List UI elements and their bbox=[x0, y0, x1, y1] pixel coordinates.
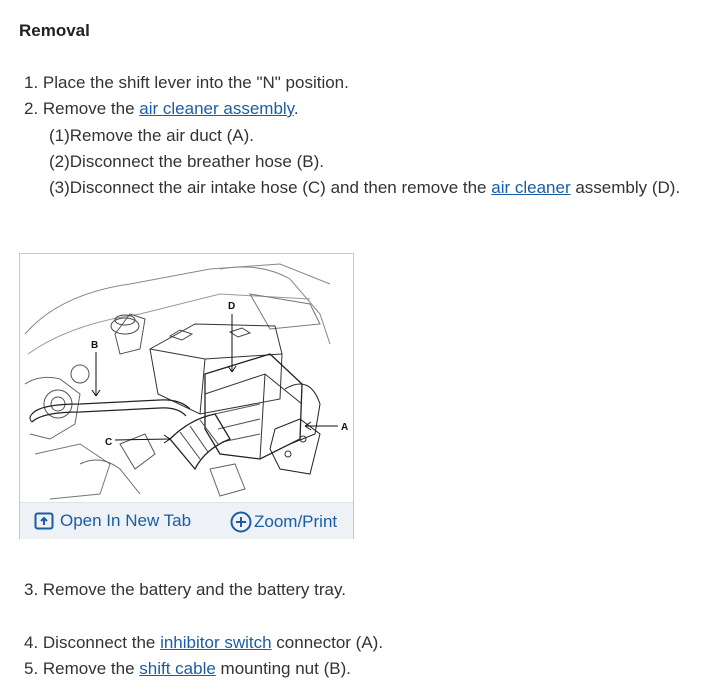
open-in-new-tab-label: Open In New Tab bbox=[60, 511, 192, 530]
label-c: C bbox=[105, 437, 113, 448]
step-4 bbox=[24, 633, 383, 653]
open-external-icon bbox=[34, 512, 54, 530]
open-in-new-tab-button[interactable] bbox=[34, 511, 191, 531]
step-1: 1. Place the shift lever into the "N" position. bbox=[24, 73, 349, 92]
label-d: D bbox=[228, 301, 236, 312]
step-4-text: 4. Disconnect the bbox=[24, 633, 161, 652]
step-2-3 bbox=[49, 178, 680, 198]
step-4-end: connector (A). bbox=[271, 633, 384, 652]
label-b: B bbox=[91, 340, 99, 351]
step-5-text: 5. Remove the bbox=[24, 659, 140, 678]
step-2-3-text: (3)Disconnect the air intake hose (C) and then remove the bbox=[49, 178, 492, 197]
engine-bay-illustration[interactable] bbox=[20, 254, 353, 502]
label-a: A bbox=[341, 422, 349, 433]
plus-circle-icon bbox=[230, 511, 252, 533]
step-2-2: (2)Disconnect the breather hose (B). bbox=[49, 152, 324, 171]
step-5 bbox=[24, 659, 351, 679]
step-2-end: . bbox=[293, 99, 299, 118]
figure-air-cleaner bbox=[19, 253, 354, 539]
step-3: 3. Remove the battery and the battery tray. bbox=[24, 580, 346, 599]
air-cleaner-assembly-link[interactable]: air cleaner assembly bbox=[139, 99, 294, 118]
step-2-3-end: assembly (D). bbox=[570, 178, 681, 197]
step-2 bbox=[24, 99, 299, 119]
inhibitor-switch-link[interactable]: inhibitor switch bbox=[160, 633, 272, 652]
step-5-end: mounting nut (B). bbox=[215, 659, 351, 678]
air-cleaner-link[interactable]: air cleaner bbox=[491, 178, 571, 197]
step-2-text: 2. Remove the bbox=[24, 99, 140, 118]
zoom-print-button[interactable] bbox=[230, 511, 337, 533]
zoom-print-label: Zoom/Print bbox=[254, 512, 338, 531]
figure-toolbar bbox=[20, 502, 353, 539]
section-heading: Removal bbox=[19, 21, 90, 40]
shift-cable-link[interactable]: shift cable bbox=[139, 659, 216, 678]
step-2-1: (1)Remove the air duct (A). bbox=[49, 126, 255, 145]
